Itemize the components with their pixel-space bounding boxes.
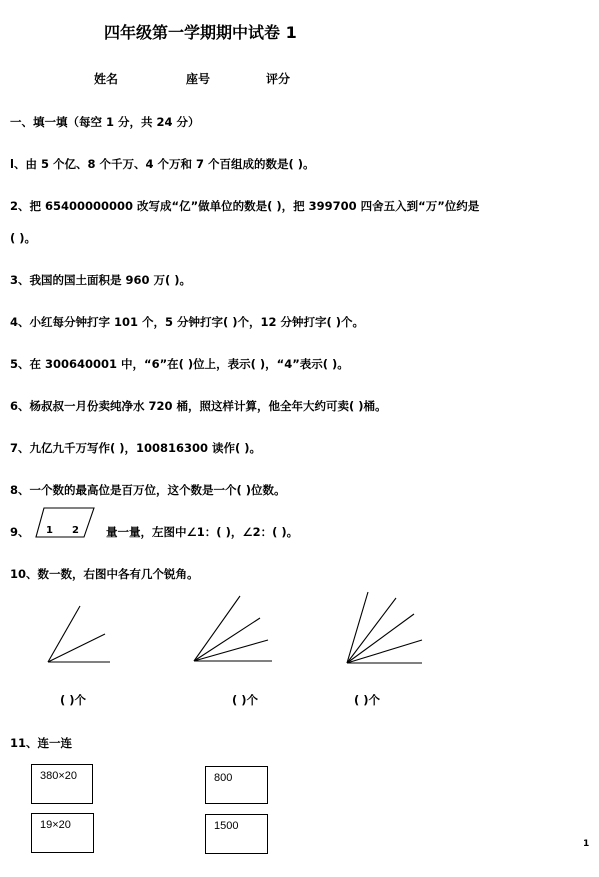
section-heading: 一、填一填（每空 1 分，共 24 分） bbox=[10, 115, 200, 129]
question-10: 10、数一数，右图中各有几个锐角。 bbox=[10, 567, 199, 581]
parallelogram-figure bbox=[34, 506, 100, 540]
ray bbox=[194, 596, 240, 661]
question-8: 8、一个数的最高位是百万位，这个数是一个( )位数。 bbox=[10, 483, 286, 497]
seat-label: 座号 bbox=[186, 72, 211, 86]
ray bbox=[347, 640, 422, 663]
page-number: 1 bbox=[583, 839, 590, 849]
angle-figure-2 bbox=[188, 590, 280, 668]
match-right-box: 1500 bbox=[205, 814, 268, 854]
question-6: 6、杨叔叔一月份卖纯净水 720 桶，照这样计算，他全年大约可卖( )桶。 bbox=[10, 399, 387, 413]
ray bbox=[194, 618, 260, 661]
angle-figure-1 bbox=[40, 600, 120, 668]
question-3: 3、我国的国土面积是 960 万( )。 bbox=[10, 273, 192, 287]
answer-blank: ( )个 bbox=[354, 693, 381, 707]
match-left-box: 380×20 bbox=[31, 764, 93, 804]
ray bbox=[347, 592, 368, 663]
question-1: l、由 5 个亿、8 个千万、4 个万和 7 个百组成的数是( )。 bbox=[10, 157, 315, 171]
ray bbox=[347, 598, 396, 663]
parallelogram-shape bbox=[36, 508, 94, 537]
ray bbox=[347, 614, 414, 663]
angle-2-label: 2 bbox=[72, 525, 79, 536]
score-label: 评分 bbox=[266, 72, 291, 86]
question-2-continued: ( )。 bbox=[10, 231, 37, 245]
question-5: 5、在 300640001 中，“6”在( )位上，表示( )，“4”表示( )。 bbox=[10, 357, 349, 371]
angle-1-label: 1 bbox=[46, 525, 53, 536]
match-left-box: 19×20 bbox=[31, 813, 94, 853]
question-11: 11、连一连 bbox=[10, 736, 73, 750]
angle-figure-3 bbox=[342, 584, 428, 668]
page-title: 四年级第一学期期中试卷 1 bbox=[104, 23, 297, 42]
match-right-box: 800 bbox=[205, 766, 268, 804]
ray bbox=[194, 640, 268, 661]
question-9: 量一量，左图中∠1：( )，∠2：( )。 bbox=[106, 525, 299, 539]
question-4: 4、小红每分钟打字 101 个，5 分钟打字( )个，12 分钟打字( )个。 bbox=[10, 315, 365, 329]
question-2: 2、把 65400000000 改写成“亿”做单位的数是( )，把 399700 四舍五入到“万”位约是 bbox=[10, 199, 480, 213]
question-9-number: 9、 bbox=[10, 525, 30, 539]
answer-blank: ( )个 bbox=[232, 693, 259, 707]
name-label: 姓名 bbox=[94, 72, 119, 86]
question-7: 7、九亿九千万写作( )，100816300 读作( )。 bbox=[10, 441, 262, 455]
answer-blank: ( )个 bbox=[60, 693, 87, 707]
